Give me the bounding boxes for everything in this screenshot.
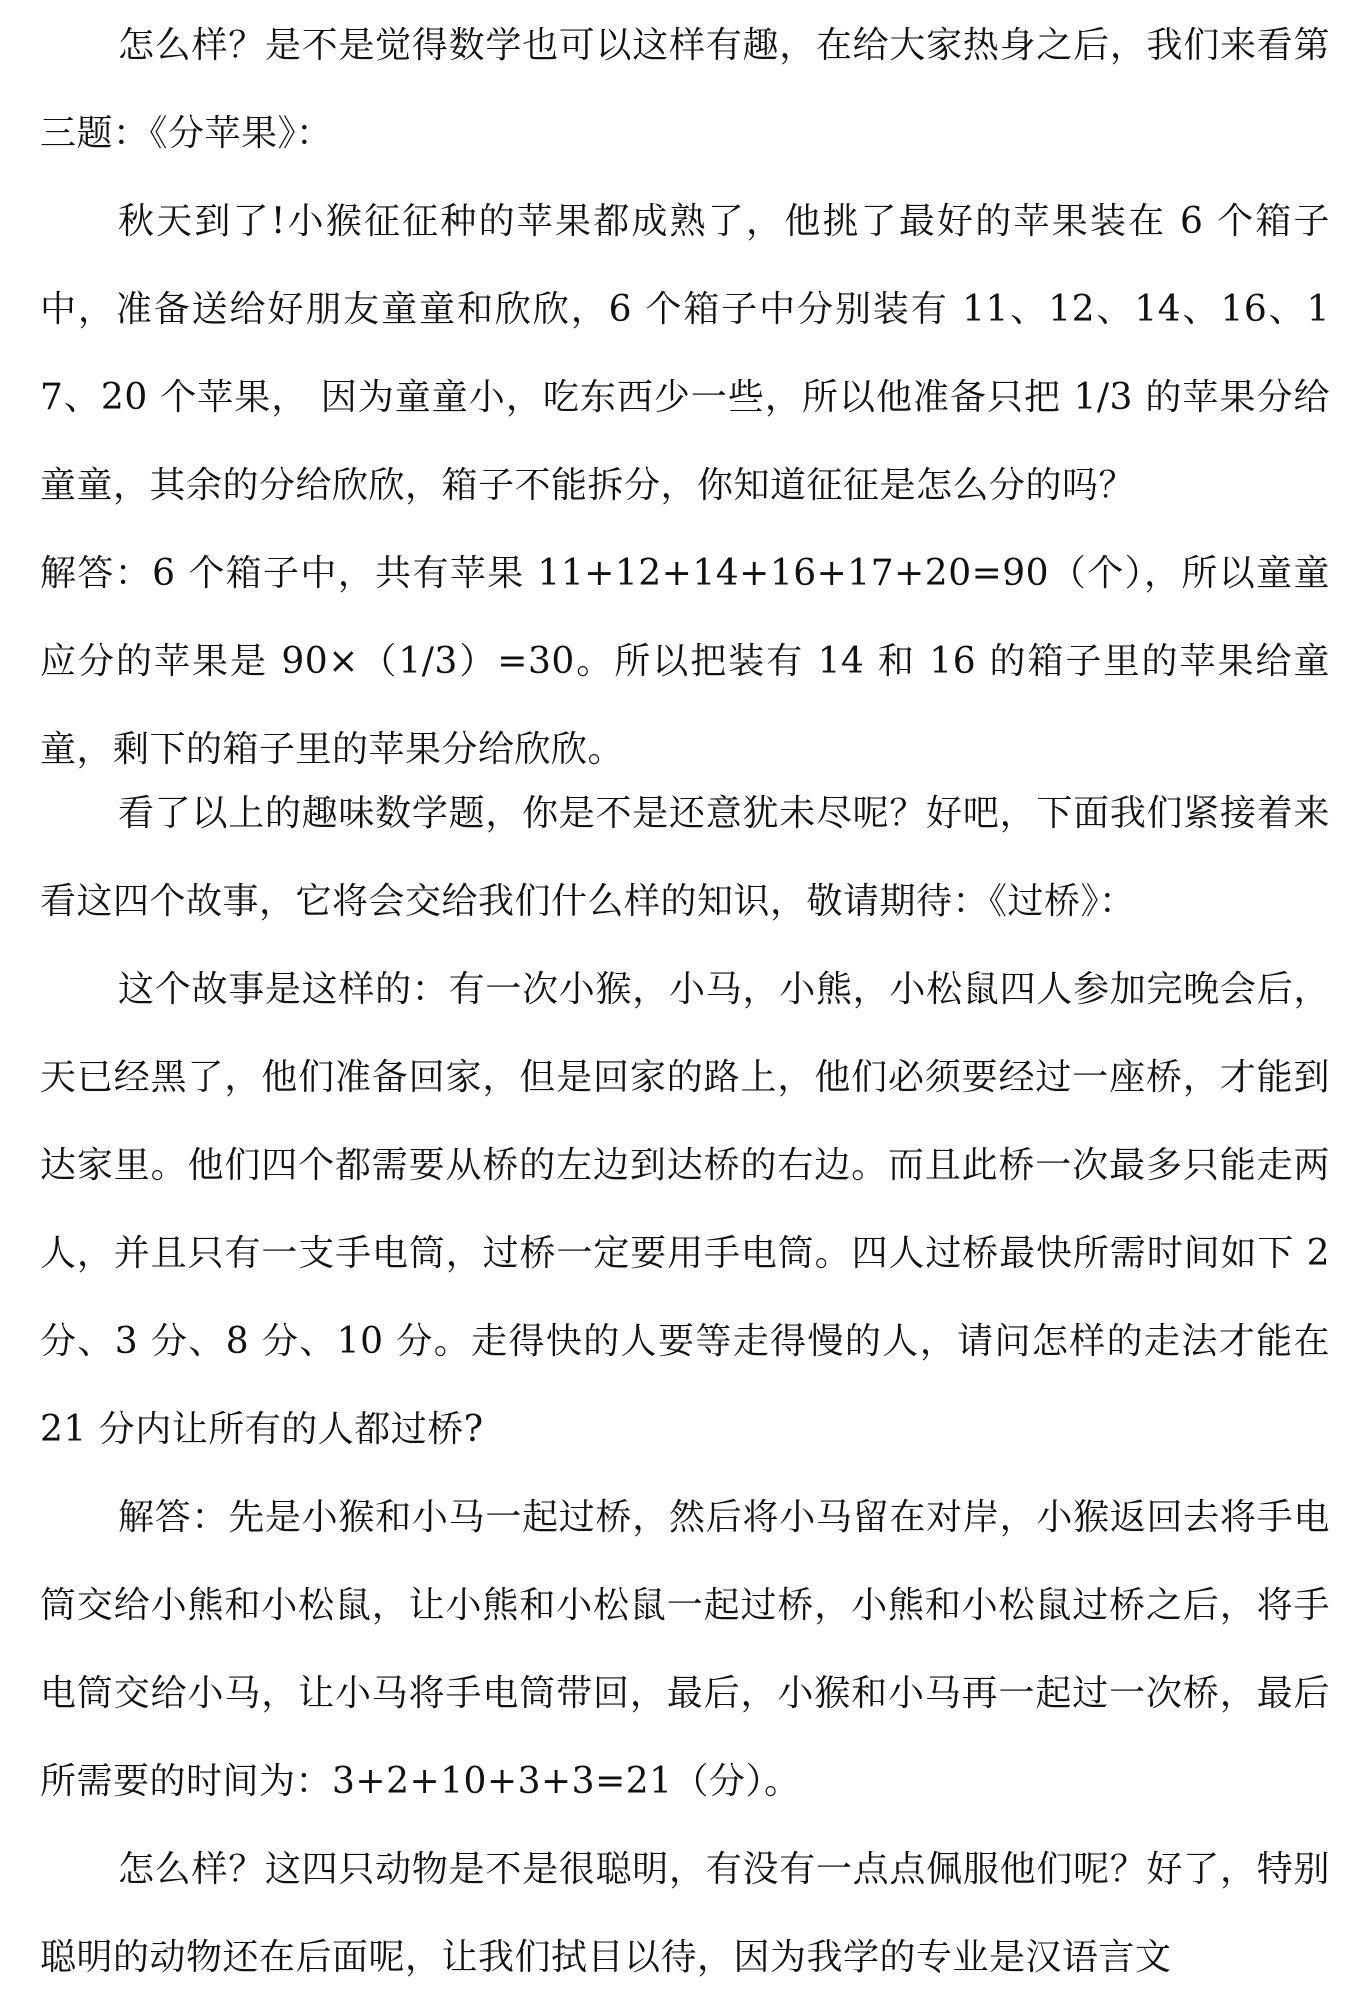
- paragraph-bridge-problem: 这个故事是这样的：有一次小猴，小马，小熊，小松鼠四人参加完晚会后，天已经黑了，他们准备回家，但是回家的路上，他们必须要经过一座桥，才能到达家里。他们四个都需要从桥的左边到达桥的右边。而且此桥一次最多只能走两人，并且只有一支手电筒，过桥一定要用手电筒。四人过桥最快所需时间如下 2 分、3 分、8 分、10 分。走得快的人要等走得慢的人，请问怎样的走法才能在 21 分内让所有的人都过桥?: [40, 969, 1330, 1450]
- paragraph-intro-apple-problem: 怎么样？是不是觉得数学也可以这样有趣，在给大家热身之后，我们来看第三题：《分苹果》：: [40, 25, 1330, 154]
- paragraph-bridge-answer: 解答：先是小猴和小马一起过桥，然后将小马留在对岸，小猴返回去将手电筒交给小熊和小松鼠，让小熊和小松鼠一起过桥，小熊和小松鼠过桥之后，将手电筒交给小马，让小马将手电筒带回，最后，小猴和小马再一起过一次桥，最后所需要的时间为：3+2+10+3+3=21（分）。: [40, 1497, 1330, 1802]
- paragraph-apple-problem: 秋天到了!小猴征征种的苹果都成熟了，他挑了最好的苹果装在 6 个箱子中，准备送给好朋友童童和欣欣，6 个箱子中分别装有 11、12、14、16、17、20 个苹果， 因为童童小，吃东西少一些，所以他准备只把 1/3 的苹果分给童童，其余的分给欣欣，箱子不能拆分，你知道征征是怎么分的吗？: [40, 201, 1330, 506]
- paragraph-closing: 怎么样？这四只动物是不是很聪明，有没有一点点佩服他们呢？好了，特别聪明的动物还在后面呢，让我们拭目以待，因为我学的专业是汉语言文: [40, 1849, 1330, 1978]
- paragraph-apple-answer: 解答：6 个箱子中，共有苹果 11+12+14+16+17+20=90（个），所以童童应分的苹果是 90×（1/3）=30。所以把装有 14 和 16 的箱子里的苹果给童童，剩下的箱子里的苹果分给欣欣。: [40, 553, 1330, 770]
- paragraph-intro-bridge-story: 看了以上的趣味数学题，你是不是还意犹未尽呢？好吧，下面我们紧接着来看这四个故事，它将会交给我们什么样的知识，敬请期待：《过桥》：: [40, 793, 1330, 922]
